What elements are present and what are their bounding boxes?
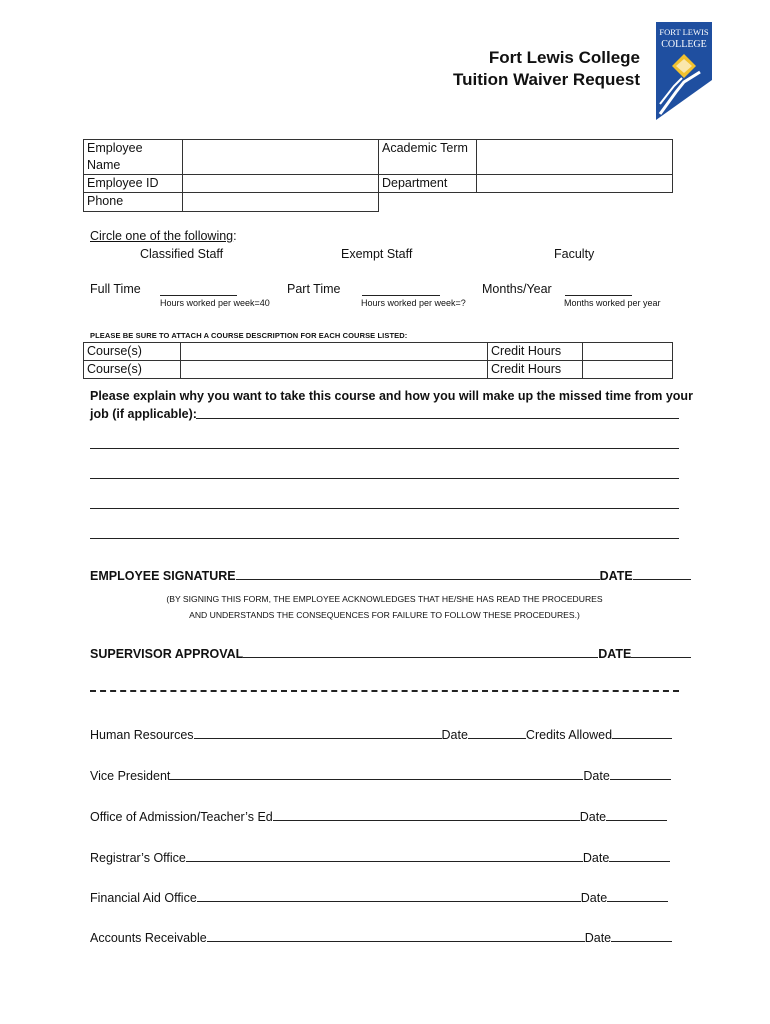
course-field-2[interactable]: [181, 361, 488, 379]
status-prompt: Circle one of the following:: [90, 229, 237, 243]
registrar-date-label: Date: [582, 851, 610, 865]
admission-date-blank[interactable]: [606, 808, 667, 821]
explain-line-3[interactable]: [90, 478, 679, 479]
full-time-label: Full Time: [90, 282, 141, 296]
accounts-receivable-date-label: Date: [584, 931, 612, 945]
vp-signature-blank[interactable]: [170, 767, 583, 780]
vp-row: [90, 767, 671, 783]
college-name: Fort Lewis College: [488, 48, 640, 67]
registrar-label: Registrar’s Office: [90, 851, 186, 865]
admission-label: Office of Admission/Teacher’s Ed: [90, 810, 273, 824]
form-title: [453, 47, 640, 91]
financial-aid-row: [90, 889, 668, 905]
part-time-hint: Hours worked per week=?: [361, 298, 466, 308]
financial-aid-signature-blank[interactable]: [197, 889, 581, 902]
supervisor-approval-label: SUPERVISOR APPROVAL: [90, 647, 244, 661]
hr-signature-blank[interactable]: [194, 726, 442, 739]
courses-table: [83, 342, 673, 379]
financial-aid-date-blank[interactable]: [607, 889, 668, 902]
vp-date-blank[interactable]: [610, 767, 671, 780]
employee-date-label: DATE: [599, 569, 633, 583]
hr-date-label: Date: [441, 728, 468, 742]
phone-field[interactable]: [183, 193, 379, 212]
registrar-signature-blank[interactable]: [186, 849, 583, 862]
explain-line-4[interactable]: [90, 508, 679, 509]
credit-hours-label-2: Credit Hours: [488, 361, 583, 379]
months-hint: Months worked per year: [564, 298, 661, 308]
financial-aid-date-label: Date: [580, 891, 608, 905]
registrar-date-blank[interactable]: [609, 849, 670, 862]
accounts-receivable-signature-blank[interactable]: [207, 929, 585, 942]
supervisor-approval-row: [90, 645, 691, 661]
hr-label: Human Resources: [90, 728, 194, 742]
academic-term-field[interactable]: [477, 140, 673, 175]
supervisor-date-label: DATE: [598, 647, 632, 661]
months-year-label: Months/Year: [482, 282, 552, 296]
vp-label: Vice President: [90, 769, 171, 783]
explain-line-5[interactable]: [90, 538, 679, 539]
employee-signature-label: EMPLOYEE SIGNATURE: [90, 569, 236, 583]
employee-info-table: [83, 139, 379, 212]
employee-name-label: Employee Name: [84, 140, 183, 175]
option-faculty[interactable]: Faculty: [554, 247, 595, 261]
part-time-blank[interactable]: [362, 295, 440, 296]
months-year-blank[interactable]: [565, 295, 632, 296]
option-exempt-staff[interactable]: Exempt Staff: [341, 247, 413, 261]
financial-aid-label: Financial Aid Office: [90, 891, 197, 905]
employee-name-field[interactable]: [183, 140, 379, 175]
hr-date-blank[interactable]: [468, 726, 526, 739]
department-field[interactable]: [477, 175, 673, 193]
fort-lewis-college-logo: [656, 22, 712, 120]
department-label: Department: [379, 175, 477, 193]
svg-text:FORT LEWIS: FORT LEWIS: [659, 27, 709, 37]
credit-hours-field-2[interactable]: [583, 361, 673, 379]
accounts-receivable-label: Accounts Receivable: [90, 931, 207, 945]
credits-allowed-blank[interactable]: [612, 726, 672, 739]
full-time-hint: Hours worked per week=40: [160, 298, 270, 308]
supervisor-date-blank[interactable]: [631, 645, 691, 658]
employee-id-field[interactable]: [183, 175, 379, 193]
phone-label: Phone: [84, 193, 183, 212]
credits-allowed-label: Credits Allowed: [525, 728, 613, 742]
employee-signature-row: [90, 567, 691, 583]
employee-signature-blank[interactable]: [236, 567, 600, 580]
explain-line-2[interactable]: [90, 448, 679, 449]
supervisor-signature-blank[interactable]: [243, 645, 598, 658]
explain-line-1[interactable]: [196, 418, 679, 419]
registrar-row: [90, 849, 670, 865]
admission-signature-blank[interactable]: [273, 808, 580, 821]
part-time-label: Part Time: [287, 282, 341, 296]
form-name: Tuition Waiver Request: [452, 70, 640, 89]
explain-question: Please explain why you want to take this course and how you will make up the missed time from your job (if applicable):: [90, 389, 693, 421]
employee-id-label: Employee ID: [84, 175, 183, 193]
admission-row: [90, 808, 667, 824]
credit-hours-field-1[interactable]: [583, 343, 673, 361]
section-divider: [90, 690, 679, 692]
full-time-blank[interactable]: [160, 295, 237, 296]
accounts-receivable-date-blank[interactable]: [611, 929, 672, 942]
signature-disclaimer: (BY SIGNING THIS FORM, THE EMPLOYEE ACKNOWLEDGES THAT HE/SHE HAS READ THE PROCEDURES AND UNDERSTANDS THE CONSEQUENCES FOR FAILURE TO FOLLOW THESE PROCEDURES.): [166, 594, 603, 620]
academic-term-label: Academic Term: [379, 140, 477, 175]
term-table: [378, 139, 673, 193]
accounts-receivable-row: [90, 929, 672, 945]
course-description-note: PLEASE BE SURE TO ATTACH A COURSE DESCRIPTION FOR EACH COURSE LISTED:: [90, 331, 408, 340]
svg-text:COLLEGE: COLLEGE: [661, 39, 707, 50]
course-label-1: Course(s): [84, 343, 181, 361]
employee-date-blank[interactable]: [633, 567, 691, 580]
admission-date-label: Date: [579, 810, 607, 824]
option-classified-staff[interactable]: Classified Staff: [140, 247, 224, 261]
hr-row: [90, 726, 672, 742]
course-label-2: Course(s): [84, 361, 181, 379]
course-field-1[interactable]: [181, 343, 488, 361]
vp-date-label: Date: [583, 769, 610, 783]
credit-hours-label-1: Credit Hours: [488, 343, 583, 361]
